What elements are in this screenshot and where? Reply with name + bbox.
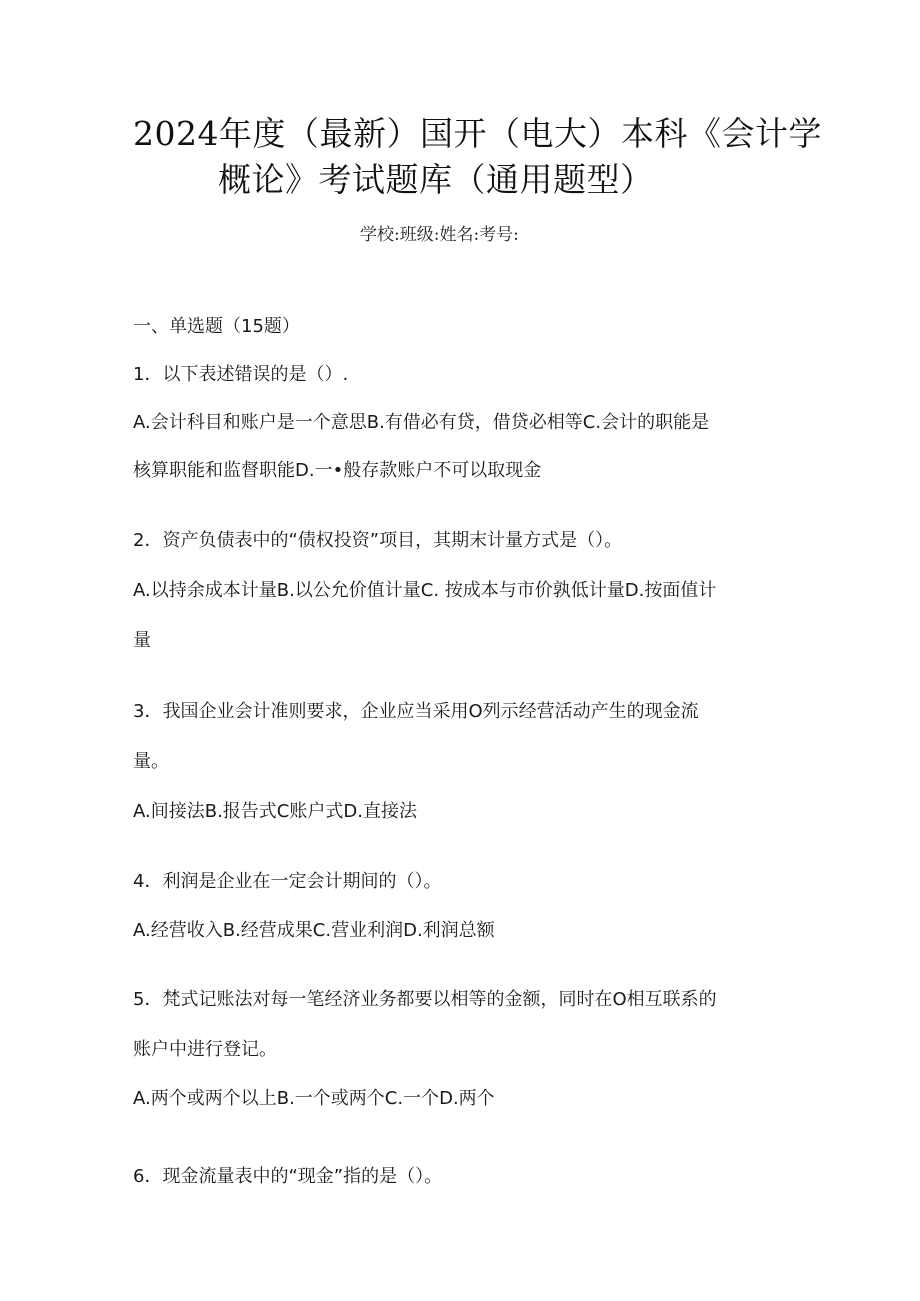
question-1-options-line-1: A.会计科目和账户是一个意思B.有借必有贷，借贷必相等C.会计的职能是	[133, 412, 710, 433]
question-3-stem-line-1: 3．我国企业会计准则要求，企业应当采用O列示经营活动产生的现金流	[133, 701, 699, 722]
question-1-options-line-2: 核算职能和监督职能D.一•般存款账户不可以取现金	[133, 460, 542, 481]
question-5-stem-line-1: 5．梵式记账法对每一笔经济业务都要以相等的金额，同时在O相互联系的	[133, 989, 717, 1010]
question-2-options-line-2: 量	[133, 630, 151, 651]
student-info-line: 学校:班级:姓名:考号:	[360, 225, 519, 245]
question-4-stem: 4．利润是企业在一定会计期间的（）。	[133, 871, 442, 892]
question-2-stem: 2．资产负债表中的“债权投资”项目，其期末计量方式是（）。	[133, 530, 623, 551]
question-3-stem-line-2: 量。	[133, 751, 169, 772]
question-5-options: A.两个或两个以上B.一个或两个C.一个D.两个	[133, 1088, 495, 1109]
document-title-line-1: 2024年度（最新）国开（电大）本科《会计学	[133, 114, 822, 153]
question-3-options: A.间接法B.报告式C账户式D.直接法	[133, 801, 417, 822]
question-2-options-line-1: A.以持余成本计量B.以公允价值计量C. 按成本与市价孰低计量D.按面值计	[133, 580, 717, 601]
question-1-stem: 1．以下表述错误的是（）.	[133, 364, 349, 385]
question-4-options: A.经营收入B.经营成果C.营业利润D.利润总额	[133, 920, 495, 941]
question-5-stem-line-2: 账户中进行登记。	[133, 1039, 277, 1060]
section-heading: 一、单选题（15题）	[133, 316, 300, 337]
document-title-line-2: 概论》考试题库（通用题型）	[218, 160, 654, 199]
question-6-stem: 6．现金流量表中的“现金”指的是（）。	[133, 1166, 443, 1187]
